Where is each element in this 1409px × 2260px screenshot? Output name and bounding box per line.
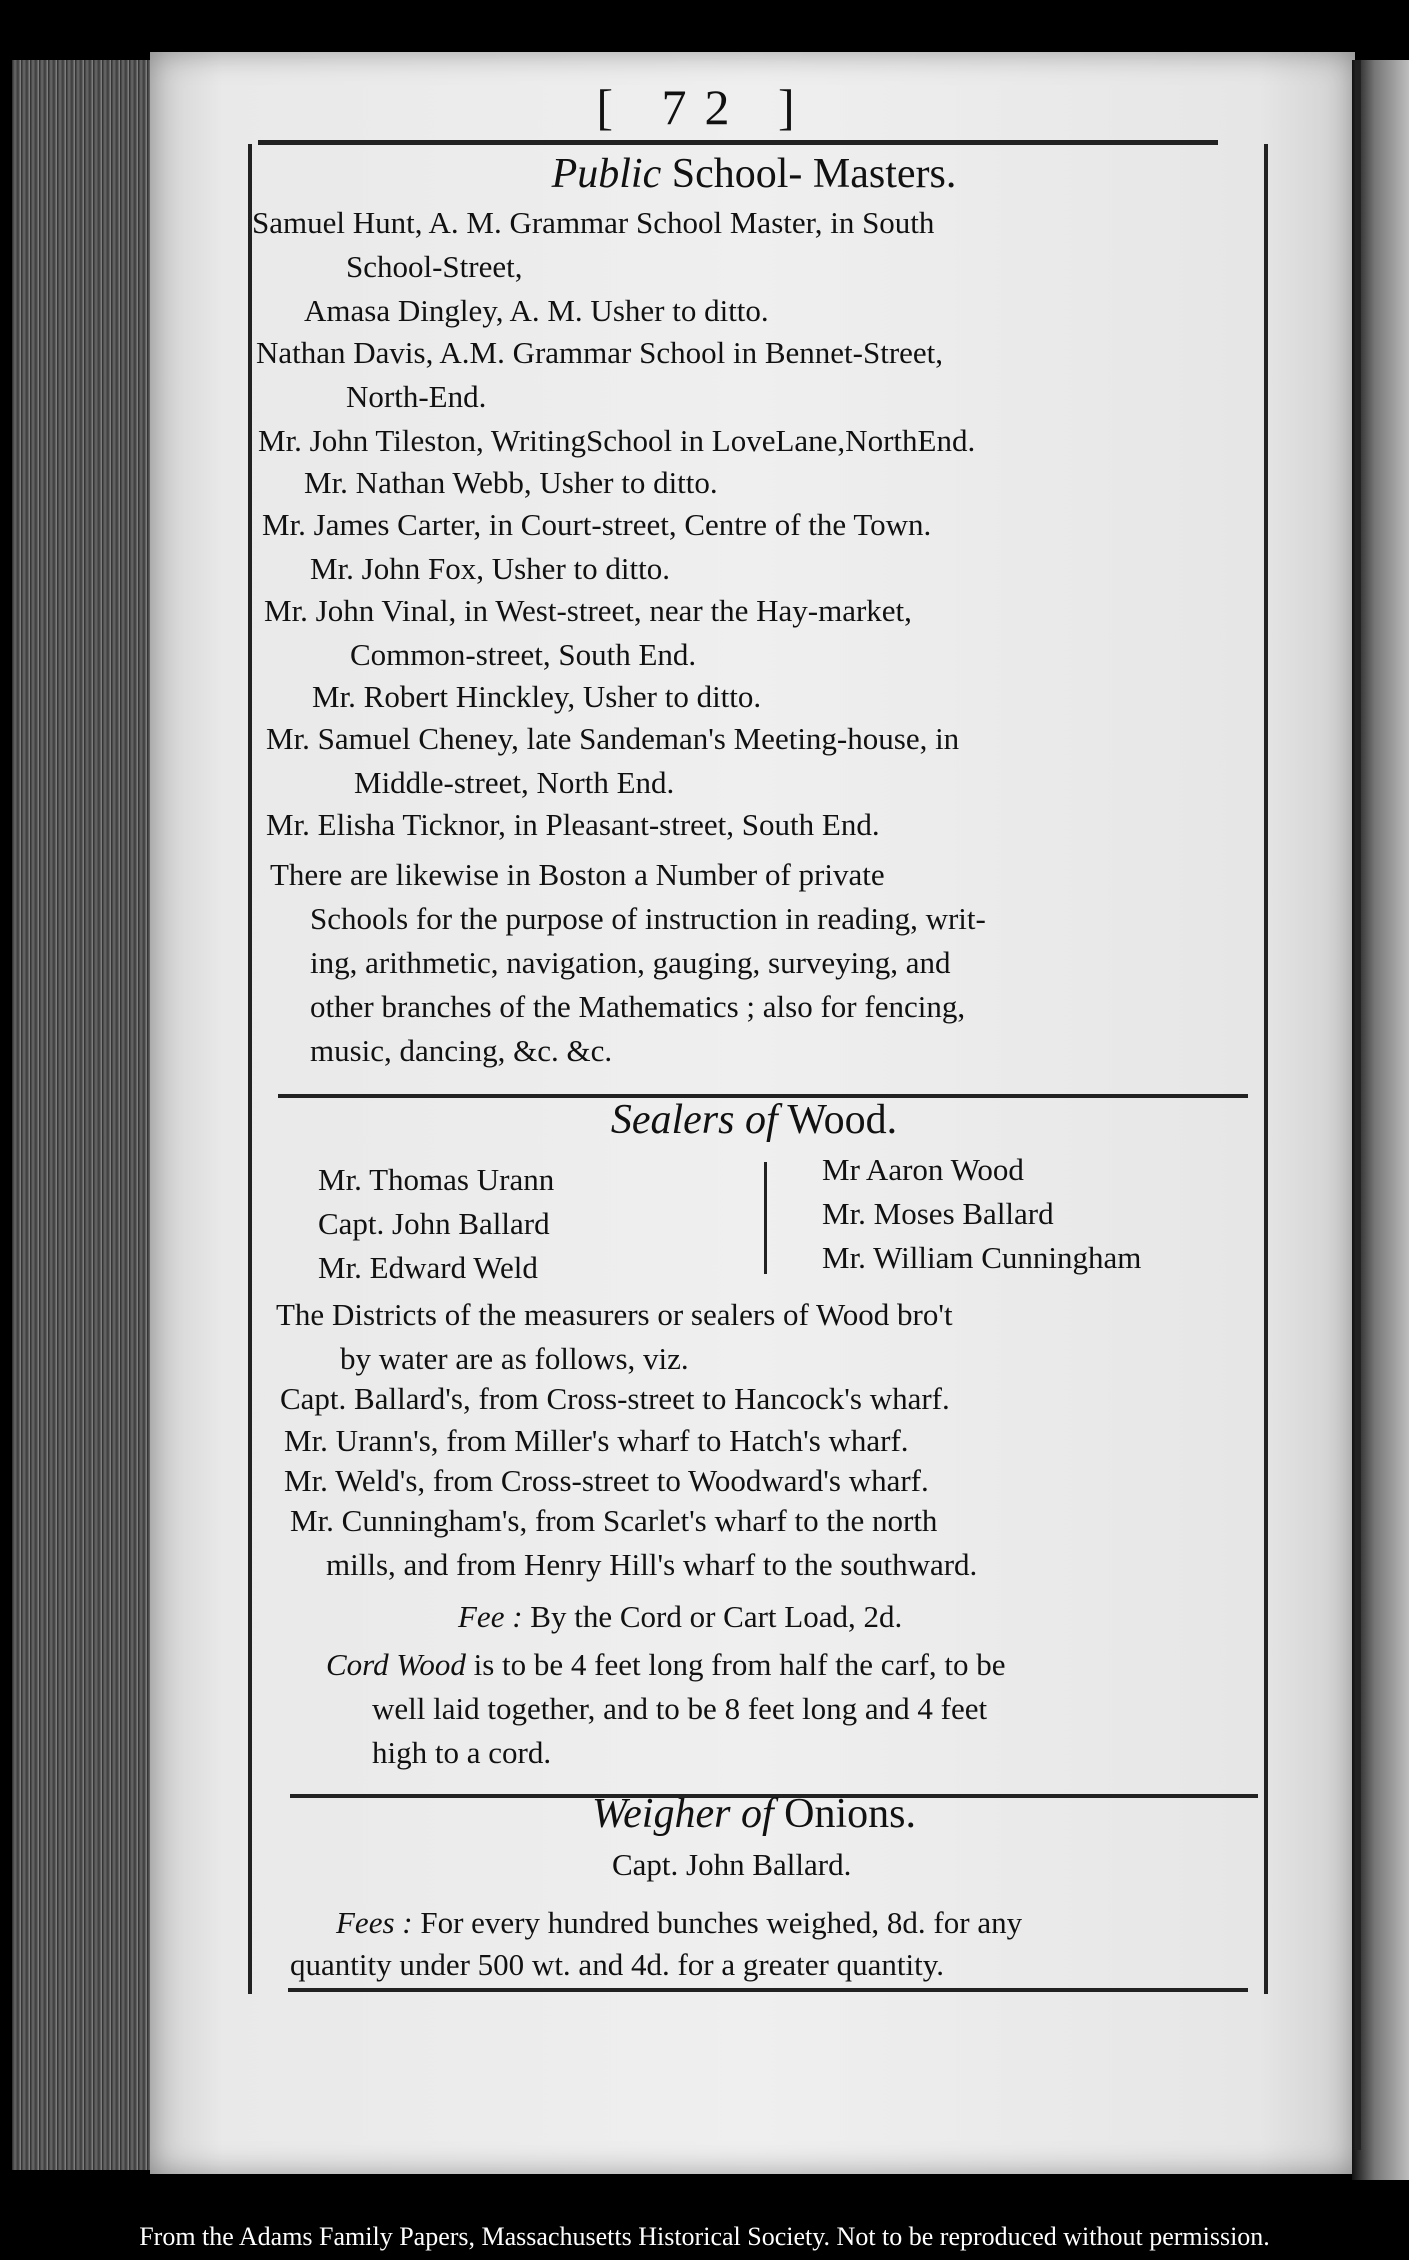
onions-heading (248, 1790, 1260, 1838)
schoolmasters-heading-rest: School- Masters. (671, 151, 957, 197)
schoolmaster-line: Mr. Robert Hinckley, Usher to ditto. (312, 679, 762, 714)
fees-label: Fees : (336, 1905, 413, 1940)
schoolmasters-heading (248, 150, 1260, 198)
schoolmaster-line: Schools for the purpose of instruction in reading, writ- (310, 901, 986, 936)
sealer-name: Mr. Moses Ballard (822, 1196, 1054, 1231)
sealers-left-column (318, 1158, 554, 1290)
schoolmaster-line: ing, arithmetic, navigation, gauging, surveying, and (310, 945, 951, 980)
sealer-name: Mr. Edward Weld (318, 1250, 538, 1285)
schoolmaster-line: Samuel Hunt, A. M. Grammar School Master, in South (252, 205, 935, 240)
schoolmaster-line: Nathan Davis, A.M. Grammar School in Bennet-Street, (256, 335, 944, 370)
bottom-rule (288, 1988, 1248, 1992)
schoolmasters-heading-italic: Public (551, 151, 662, 197)
onions-heading-rest: Onions. (784, 1791, 916, 1837)
column-divider (764, 1162, 767, 1274)
cord-wood-line: high to a cord. (372, 1735, 552, 1770)
onions-fees-line (336, 1904, 1022, 1942)
schoolmaster-line: Middle-street, North End. (354, 765, 675, 800)
schoolmaster-line: Common-street, South End. (350, 637, 697, 672)
sealers-heading (248, 1096, 1260, 1144)
schoolmaster-line: other branches of the Mathematics ; also for fencing, (310, 989, 966, 1024)
schoolmaster-line: Mr. James Carter, in Court-street, Centre of the Town. (262, 507, 932, 542)
fee-label: Fee : (458, 1599, 523, 1634)
sealers-fee-line (458, 1598, 902, 1636)
fee-text: By the Cord or Cart Load, 2d. (530, 1599, 903, 1634)
sealers-line: The Districts of the measurers or sealers of Wood bro't (276, 1297, 953, 1332)
schoolmaster-line: Mr. Samuel Cheney, late Sandeman's Meeting-house, in (266, 721, 960, 756)
book-page-edges (12, 60, 162, 2170)
gutter-line (1355, 60, 1361, 2150)
sealers-line: Mr. Weld's, from Cross-street to Woodward's wharf. (284, 1463, 929, 1498)
onions-weigher-name: Capt. John Ballard. (612, 1847, 852, 1882)
schoolmaster-line: Amasa Dingley, A. M. Usher to ditto. (304, 293, 769, 328)
page-number: [ 72 ] (596, 79, 813, 135)
schoolmaster-line: Mr. Nathan Webb, Usher to ditto. (304, 465, 718, 500)
sealer-name: Mr Aaron Wood (822, 1152, 1024, 1187)
onions-fees-line: quantity under 500 wt. and 4d. for a greater quantity. (290, 1947, 944, 1982)
sealer-name: Mr. Thomas Urann (318, 1162, 555, 1197)
sealers-heading-rest: Wood. (787, 1097, 898, 1143)
sealers-line: Capt. Ballard's, from Cross-street to Hancock's wharf. (280, 1381, 950, 1416)
schoolmaster-line: North-End. (346, 379, 487, 414)
sealers-line: by water are as follows, viz. (340, 1341, 689, 1376)
sealer-name: Capt. John Ballard (318, 1206, 550, 1241)
onions-heading-italic: Weigher of (592, 1791, 774, 1837)
schoolmaster-line: music, dancing, &c. &c. (310, 1033, 613, 1068)
sealers-line: mills, and from Henry Hill's wharf to the southward. (326, 1547, 978, 1582)
schoolmaster-line: Mr. John Fox, Usher to ditto. (310, 551, 670, 586)
schoolmaster-line: Mr. John Tileston, WritingSchool in LoveLane,NorthEnd. (258, 423, 976, 458)
schoolmaster-line: There are likewise in Boston a Number of private (270, 857, 885, 892)
fees-text: For every hundred bunches weighed, 8d. for any (420, 1905, 1023, 1940)
sealer-name: Mr. William Cunningham (822, 1240, 1142, 1275)
schoolmaster-line: School-Street, (346, 249, 523, 284)
cord-text: is to be 4 feet long from half the carf, to be (473, 1647, 1006, 1682)
schoolmaster-line: Mr. Elisha Ticknor, in Pleasant-street, South End. (266, 807, 880, 842)
cord-wood-line (326, 1646, 1006, 1684)
schoolmaster-line: Mr. John Vinal, in West-street, near the Hay-market, (264, 593, 912, 628)
sealers-line: Mr. Urann's, from Miller's wharf to Hatch's wharf. (284, 1423, 909, 1458)
archive-caption: From the Adams Family Papers, Massachusetts Historical Society. Not to be reproduced without permission. (139, 2222, 1270, 2251)
sealers-line: Mr. Cunningham's, from Scarlet's wharf to the north (290, 1503, 938, 1538)
cord-wood-line: well laid together, and to be 8 feet long and 4 feet (372, 1691, 988, 1726)
sealers-heading-italic: Sealers of (610, 1097, 778, 1143)
cord-label: Cord Wood (326, 1647, 466, 1682)
sealers-right-column (822, 1148, 1141, 1280)
